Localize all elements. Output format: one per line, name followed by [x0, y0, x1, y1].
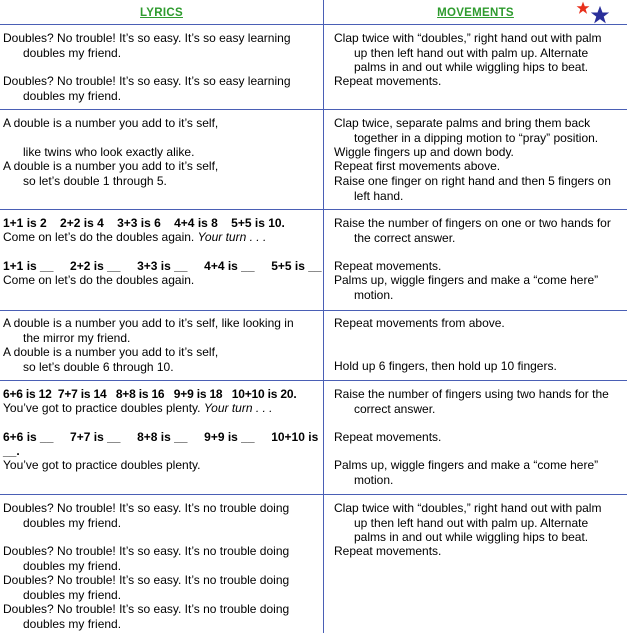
lyric-verse	[3, 544, 321, 573]
lyric-line: Doubles? No trouble! It’s so easy. It’s so easy learning	[3, 74, 291, 88]
movement-step	[334, 116, 626, 145]
lyric-line: doubles my friend.	[23, 587, 122, 602]
movement-line: Raise one finger on right hand and then 5 fingers on	[334, 174, 611, 188]
row-divider	[0, 310, 627, 311]
movement-line: Repeat movements.	[334, 259, 442, 273]
movement-step	[334, 145, 626, 160]
lyric-verse	[3, 230, 323, 245]
lyric-verse	[3, 31, 321, 60]
movement-line: Clap twice, separate palms and bring them back	[334, 116, 591, 130]
equation-line: __.	[3, 444, 20, 458]
movement-line: together in a dipping motion to “pray” position.	[354, 130, 599, 145]
movement-line: palms in and out while wiggling hips to beat.	[354, 530, 589, 544]
row-divider	[0, 24, 627, 25]
lyric-line: A double is a number you add to it’s self, like looking in	[3, 316, 294, 330]
equation-line: 1+1 is __ 2+2 is __ 3+3 is __ 4+4 is __ 5+5 is __	[3, 259, 322, 273]
movement-line: Raise the number of fingers on one or two hands for	[334, 216, 611, 230]
lyric-line: A double is a number you add to it’s self,	[3, 116, 219, 130]
row-divider	[0, 380, 627, 381]
equation-line: 1+1 is 2 2+2 is 4 3+3 is 6 4+4 is 8 5+5 is 10.	[3, 216, 285, 230]
lyric-line: Come on let’s do the doubles again.	[3, 273, 195, 287]
lyric-verse	[3, 501, 321, 530]
lyric-verse	[3, 401, 323, 416]
movement-step	[334, 216, 626, 245]
lyric-verse	[3, 145, 321, 160]
lyric-verse	[3, 602, 321, 631]
lyric-verse	[3, 458, 323, 473]
movement-step	[334, 273, 626, 302]
movement-step	[334, 430, 626, 445]
movement-step	[334, 31, 626, 75]
lyric-line: like twins who look exactly alike.	[23, 145, 195, 159]
movement-line: left hand.	[354, 188, 404, 203]
lyric-line: A double is a number you add to it’s self,	[3, 159, 219, 173]
lyric-line: the mirror my friend.	[23, 330, 131, 345]
movement-line: up then left hand out with palm up. Alternate	[354, 45, 589, 60]
doubles-blanks	[3, 259, 323, 274]
lyric-verse	[3, 345, 321, 374]
lyric-line: doubles my friend.	[23, 88, 122, 103]
movement-line: Palms up, wiggle fingers and make a “come here”	[334, 273, 599, 287]
lyric-line: doubles my friend.	[23, 515, 122, 530]
movement-line: Wiggle fingers up and down body.	[334, 145, 514, 159]
movement-step	[334, 458, 626, 487]
row-divider	[0, 494, 627, 495]
lyric-line: Doubles? No trouble! It’s so easy. It’s no trouble doing	[3, 544, 290, 558]
movement-line: motion.	[354, 287, 394, 302]
movement-step	[334, 359, 626, 374]
movement-step	[334, 174, 626, 203]
lyric-verse	[3, 159, 321, 188]
doubles-blanks-end	[3, 444, 323, 459]
movement-line: the correct answer.	[354, 230, 456, 245]
lyric-line: Come on let’s do the doubles again.	[3, 230, 198, 244]
movement-line: Repeat movements.	[334, 74, 442, 88]
lyrics-header: LYRICS	[140, 7, 183, 19]
lyric-line: doubles my friend.	[23, 616, 122, 631]
movement-step	[334, 316, 626, 331]
lyric-line: doubles my friend.	[23, 45, 122, 60]
movement-line: correct answer.	[354, 401, 436, 416]
lyric-verse	[3, 116, 321, 131]
lyric-line: Doubles? No trouble! It’s so easy. It’s no trouble doing	[3, 501, 290, 515]
movement-step	[334, 259, 626, 274]
movement-line: Raise the number of fingers using two hands for the	[334, 387, 609, 401]
lyric-line: Doubles? No trouble! It’s so easy. It’s no trouble doing	[3, 573, 290, 587]
movement-line: Repeat movements from above.	[334, 316, 505, 330]
movement-line: palms in and out while wiggling hips to beat.	[354, 60, 589, 74]
movement-line: Repeat movements.	[334, 544, 442, 558]
movement-step	[334, 387, 626, 416]
your-turn-cue: Your turn . . .	[203, 401, 273, 415]
doubles-blanks	[3, 430, 323, 445]
lyric-verse	[3, 573, 321, 602]
movement-line: Clap twice with “doubles,” right hand out with palm	[334, 501, 602, 515]
red-star-icon	[576, 1, 590, 15]
lyric-line: You’ve got to practice doubles plenty.	[3, 401, 204, 415]
row-divider	[0, 109, 627, 110]
lyric-verse	[3, 273, 323, 288]
your-turn-cue: Your turn . . .	[197, 230, 267, 244]
movement-line: Hold up 6 fingers, then hold up 10 fingers.	[334, 359, 557, 373]
lyric-verse	[3, 74, 321, 103]
movement-step	[334, 501, 626, 545]
equation-line: 6+6 is 12 7+7 is 14 8+8 is 16 9+9 is 18 10+10 is 20.	[3, 387, 297, 401]
movement-step	[334, 159, 626, 174]
movement-line: Clap twice with “doubles,” right hand out with palm	[334, 31, 602, 45]
doubles-equations	[3, 216, 323, 231]
movement-line: motion.	[354, 472, 394, 487]
lyric-line: A double is a number you add to it’s self,	[3, 345, 219, 359]
movement-line: Repeat movements.	[334, 430, 442, 444]
lyric-line: so let’s double 6 through 10.	[23, 359, 174, 374]
movement-line: up then left hand out with palm up. Alternate	[354, 515, 589, 530]
doubles-equations	[3, 387, 323, 402]
lyric-verse	[3, 316, 321, 345]
movement-step	[334, 74, 626, 89]
movements-header: MOVEMENTS	[437, 7, 514, 19]
lyric-line: Doubles? No trouble! It’s so easy. It’s no trouble doing	[3, 602, 290, 616]
movement-line: Repeat first movements above.	[334, 159, 501, 173]
column-divider	[323, 0, 324, 633]
lyric-line: doubles my friend.	[23, 558, 122, 573]
movement-step	[334, 544, 626, 559]
equation-line: 6+6 is __ 7+7 is __ 8+8 is __ 9+9 is __ 10+10 is	[3, 430, 319, 444]
lyric-line: Doubles? No trouble! It’s so easy. It’s so easy learning	[3, 31, 291, 45]
blue-star-icon	[590, 5, 610, 25]
row-divider	[0, 209, 627, 210]
movement-line: Palms up, wiggle fingers and make a “come here”	[334, 458, 599, 472]
lyric-line: so let’s double 1 through 5.	[23, 173, 167, 188]
lyric-line: You’ve got to practice doubles plenty.	[3, 458, 201, 472]
